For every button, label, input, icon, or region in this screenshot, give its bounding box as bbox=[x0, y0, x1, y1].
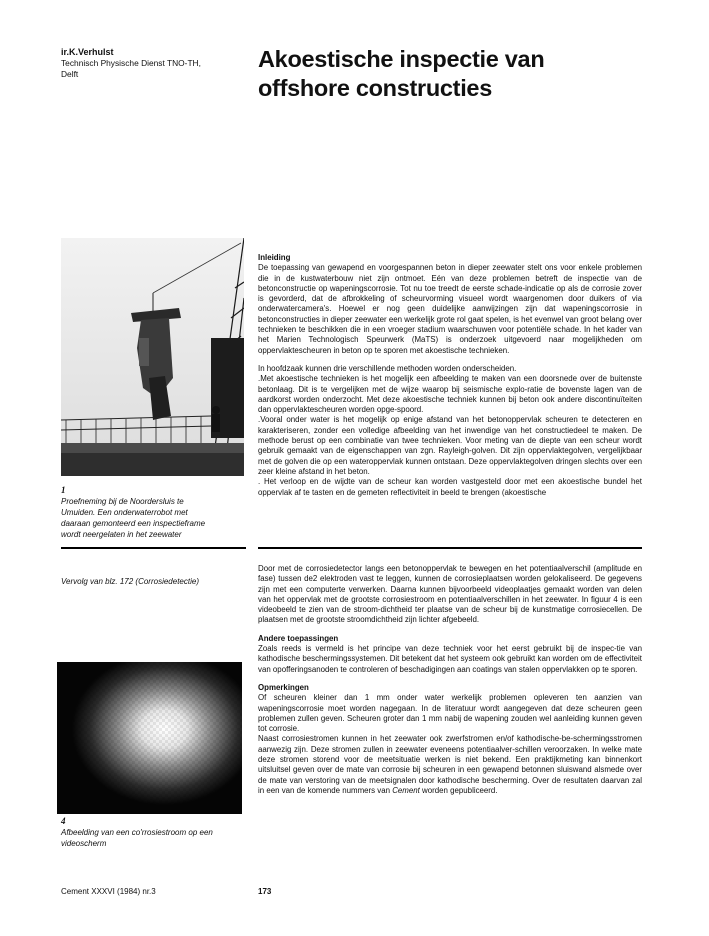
article-lower-text bbox=[258, 564, 642, 796]
title-line-1: Akoestische inspectie van bbox=[258, 46, 545, 72]
figure-4-number: 4 bbox=[61, 816, 66, 826]
paragraph: Of scheuren kleiner dan 1 mm onder water werkelijk problemen opleveren ten aanzien van wapeningscorrosie moet worden nagegaan. In de literatuur wordt aangegeven dat deze scheuren geen problemen zullen geven. Scheuren groter dan 1 mm nabij de wapening zouden wel aanleiding kunnen geven tot corrosie. bbox=[258, 693, 642, 734]
continuation-note: Vervolg van blz. 172 (Corrosiedetectie) bbox=[61, 577, 199, 586]
figure-1-caption-line: Proefneming bij de Noordersluis te bbox=[61, 497, 184, 506]
divider-right bbox=[258, 547, 642, 549]
paragraph: De toepassing van gewapend en voorgespannen beton in dieper zeewater stelt ons voor enkele problemen die in de kustwaterbouw niet zijn ontmoet. Eén van deze problemen betreft de inspectie van de betonconstructie op wapeningscorrosie. Tot nu toe treedt de eerste schade-indicatie op als de corrosie zover is gevorderd, dat de afbrokkeling of scheurvorming visueel wordt waargenomen door duikers of via onderwatercamera's. Hoewel er nog geen duidelijke aanwijzingen zijn dat wapeningscorrosie in betonconstructies in dieper zeewater een werkelijk grote rol gaat spelen, is het evenwel van groot belang over technieken te beschikken die in een vroeger stadium waarschuwen voor potentiële schade. In het kader van het Marien Technologisch Speurwerk (MaTS) is onderzoek uitgevoerd naar mogelijkheden om oppervlaktescheuren in beton op te sporen met akoestische technieken. bbox=[258, 263, 642, 355]
paragraph: Naast corrosiestromen kunnen in het zeewater ook zwerfstromen en/of kathodische-be-schermingsstromen aanwezig zijn. Deze stromen zullen in zeewater eveneens potentiaalver-schillen veroorzaken. In welke mate deze stromen storend voor de meetsituatie werken is niet bekend. Een praktijkmeting kan binnenkort uitsluitsel geven over de mate van corrosie bij scheuren in een gewapend betonnen sluiswand alsmede over de mate van verstoring van de meetsignalen door kathodische bescherming. Over de resultaten daarvan zal in een van de komende nummers van Cement worden gepubliceerd. bbox=[258, 734, 642, 795]
title-line-2: offshore constructies bbox=[258, 75, 492, 101]
section-heading-inleiding: Inleiding bbox=[258, 253, 291, 262]
figure-4-caption-line: Afbeelding van een co'rrosiestroom op een bbox=[61, 828, 213, 837]
paragraph: .Vooral onder water is het mogelijk op enige afstand van het betonoppervlak scheuren te detecteren en karakteriseren, zonder een volledige afbeelding van het inwendige van het constructiedeel te maken. De methode berust op een combinatie van twee technieken. Voor meting van de diepte van een scheur wordt gebruik gemaakt van de eigenschappen van zgn. Rayleigh-golven. Dit zijn oppervlaktegolven, vergelijkbaar met de golven die op een wateroppervlak kunnen ontstaan. Deze oppervlaktegolven dringen slechts over een zeer kleine afstand in het beton. bbox=[258, 415, 642, 476]
section-heading-andere-toepassingen: Andere toepassingen bbox=[258, 633, 339, 643]
paragraph: .Met akoestische technieken is het mogelijk een afbeelding te maken van een doorsnede over de buitenste betonlaag. Dit is te vergelijken met de wijze waarop bij seismische explo-ratie de bovenste lagen van de aardkorst worden onderzocht. Met deze akoestische techniek kunnen bij beton ook andere discontinuïteiten dan oppervlaktescheuren worden opge-spoord. bbox=[258, 374, 642, 415]
paragraph: . Het verloop en de wijdte van de scheur kan worden vastgesteld door met een akoestische bundel het oppervlak af te tasten en de gemeten reflectiviteit in beeld te brengen (akoestische bbox=[258, 477, 642, 497]
figure-1-photo bbox=[61, 238, 244, 476]
figure-1-caption-line: daaraan gemonteerd een inspectieframe bbox=[61, 519, 206, 528]
figure-4-video-image bbox=[57, 662, 242, 814]
figure-1-caption-line: Umuiden. Een onderwaterrobot met bbox=[61, 508, 188, 517]
figure-1-number: 1 bbox=[61, 485, 66, 495]
affiliation-line-1: Technisch Physische Dienst TNO-TH, bbox=[61, 58, 201, 68]
paragraph: In hoofdzaak kunnen drie verschillende methoden worden onderscheiden. bbox=[258, 363, 517, 373]
figure-1-caption bbox=[61, 485, 246, 540]
affiliation-line-2: Delft bbox=[61, 69, 79, 79]
author-name: ir.K.Verhulst bbox=[61, 47, 114, 57]
paragraph: Zoals reeds is vermeld is het principe van deze techniek voor het eerst gebruikt bij de inspec-tie van kathodische beschermingssystemen. Dit betekent dat het systeem ook gebruikt kan worden om de effectiviteit van opofferingsanoden te controleren of beschadigingen aan coatings van stalen oppervlakken op te sporen. bbox=[258, 644, 642, 674]
article-upper-text bbox=[258, 253, 642, 498]
author-block bbox=[61, 47, 231, 80]
page-number: 173 bbox=[258, 887, 272, 896]
article-title bbox=[258, 45, 678, 103]
figure-4-caption-line: videoscherm bbox=[61, 839, 107, 848]
figure-4-caption bbox=[61, 816, 251, 849]
journal-footer: Cement XXXVI (1984) nr.3 bbox=[61, 887, 156, 896]
paragraph: Door met de corrosiedetector langs een betonoppervlak te bewegen en het potentiaalverschil (amplitude en fase) tussen de2 elektroden vast te leggen, kunnen de corrosieplaatsen worden gelokaliseerd. De gegevens zijn met een computerte verwerken. Daarna kunnen bijvoorbeeld videoplaatjes gemaakt worden van delen van het oppervlak met de grootste corrosiestroom en potentiaalverschillen in het zeewater. In figuur 4 is een videobeeld te zien van de stroom-dichtheid ter plaatse van de scheur bij de kunstmatige corrosiecellen. De plaatsen met de grootste stroomdichtheid zijn lichter afgebeeld. bbox=[258, 564, 642, 625]
section-heading-opmerkingen: Opmerkingen bbox=[258, 682, 309, 692]
figure-1-caption-line: wordt neergelaten in het zeewater bbox=[61, 530, 182, 539]
divider-left bbox=[61, 547, 246, 549]
